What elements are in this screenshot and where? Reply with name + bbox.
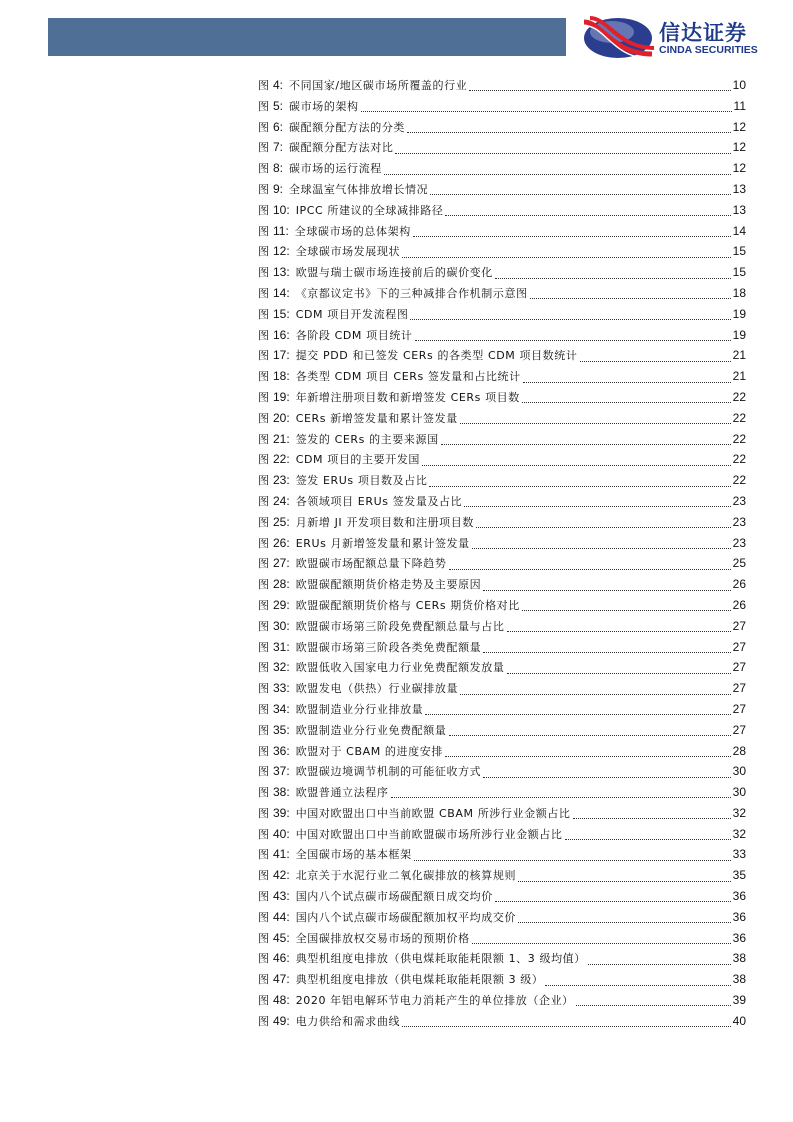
figure-list bbox=[258, 75, 746, 1032]
toc-figure-number: 37: bbox=[273, 764, 290, 779]
toc-figure-title: 2020 年铝电解环节电力消耗产生的单位排放（企业） bbox=[295, 994, 574, 1008]
toc-figure-number: 32: bbox=[273, 660, 290, 675]
toc-figure-title: 各类型 CDM 项目 CERs 签发量和占比统计 bbox=[295, 370, 521, 384]
toc-page-number: 32 bbox=[732, 826, 746, 841]
toc-figure-title: 国内八个试点碳市场碳配额加权平均成交价 bbox=[295, 910, 517, 924]
toc-prefix: 图 bbox=[258, 869, 269, 883]
dot-leader bbox=[415, 339, 731, 341]
toc-figure-title: IPCC 所建议的全球减排路径 bbox=[295, 203, 444, 217]
dot-leader bbox=[449, 734, 731, 736]
toc-figure-title: 欧盟碳配额期货价格与 CERs 期货价格对比 bbox=[295, 598, 520, 612]
dot-leader bbox=[402, 1025, 731, 1027]
toc-figure-number: 27: bbox=[273, 556, 290, 571]
toc-page-number: 27 bbox=[732, 639, 746, 654]
toc-page-number: 36 bbox=[732, 930, 746, 945]
toc-figure-title: 典型机组度电排放（供电煤耗取能耗限额 3 级） bbox=[295, 973, 544, 987]
toc-entry[interactable] bbox=[258, 595, 746, 616]
toc-entry[interactable] bbox=[258, 221, 746, 242]
toc-page-number: 30 bbox=[732, 785, 746, 800]
toc-prefix: 图 bbox=[258, 474, 269, 488]
toc-figure-title: 中国对欧盟出口中当前欧盟 CBAM 所涉行业金额占比 bbox=[295, 806, 571, 820]
toc-entry[interactable] bbox=[258, 824, 746, 845]
toc-page-number: 38 bbox=[732, 972, 746, 987]
dot-leader bbox=[476, 526, 731, 528]
toc-page-number: 18 bbox=[732, 285, 746, 300]
dot-leader bbox=[576, 1004, 731, 1006]
toc-figure-number: 10: bbox=[273, 202, 290, 217]
toc-entry[interactable] bbox=[258, 200, 746, 221]
toc-figure-number: 49: bbox=[273, 1013, 290, 1028]
toc-entry[interactable] bbox=[258, 96, 746, 117]
toc-page-number: 35 bbox=[732, 868, 746, 883]
toc-entry[interactable] bbox=[258, 907, 746, 928]
toc-page-number: 36 bbox=[732, 909, 746, 924]
toc-prefix: 图 bbox=[258, 806, 269, 820]
toc-page-number: 27 bbox=[732, 681, 746, 696]
toc-entry[interactable] bbox=[258, 304, 746, 325]
dot-leader bbox=[425, 713, 730, 715]
toc-figure-number: 16: bbox=[273, 327, 290, 342]
toc-figure-title: 典型机组度电排放（供电煤耗取能耗限额 1、3 级均值） bbox=[295, 952, 586, 966]
toc-figure-title: 《京都议定书》下的三种减排合作机制示意图 bbox=[295, 286, 528, 300]
toc-entry[interactable] bbox=[258, 408, 746, 429]
toc-figure-title: 欧盟低收入国家电力行业免费配额发放量 bbox=[295, 661, 505, 675]
toc-entry[interactable] bbox=[258, 241, 746, 262]
dot-leader bbox=[545, 984, 730, 986]
toc-page-number: 23 bbox=[732, 535, 746, 550]
dot-leader bbox=[472, 547, 731, 549]
toc-prefix: 图 bbox=[258, 515, 269, 529]
toc-figure-title: 欧盟制造业分行业排放量 bbox=[295, 702, 424, 716]
toc-figure-title: 欧盟与瑞士碳市场连接前后的碳价变化 bbox=[295, 266, 493, 280]
toc-prefix: 图 bbox=[258, 494, 269, 508]
toc-figure-title: 全球温室气体排放增长情况 bbox=[289, 182, 429, 196]
toc-prefix: 图 bbox=[258, 141, 269, 155]
toc-prefix: 图 bbox=[258, 432, 269, 446]
toc-entry[interactable] bbox=[258, 844, 746, 865]
toc-figure-number: 42: bbox=[273, 868, 290, 883]
toc-figure-number: 26: bbox=[273, 535, 290, 550]
toc-page-number: 38 bbox=[732, 951, 746, 966]
toc-entry[interactable] bbox=[258, 366, 746, 387]
logo-text-en: CINDA SECURITIES bbox=[659, 44, 758, 56]
toc-prefix: 图 bbox=[258, 827, 269, 841]
toc-entry[interactable] bbox=[258, 491, 746, 512]
toc-prefix: 图 bbox=[258, 120, 269, 134]
toc-prefix: 图 bbox=[258, 182, 269, 196]
dot-leader bbox=[384, 173, 731, 175]
dot-leader bbox=[445, 755, 731, 757]
toc-entry[interactable] bbox=[258, 429, 746, 450]
toc-page-number: 27 bbox=[732, 660, 746, 675]
toc-entry[interactable] bbox=[258, 782, 746, 803]
toc-figure-title: ERUs 月新增签发量和累计签发量 bbox=[295, 536, 470, 550]
toc-page-number: 19 bbox=[732, 327, 746, 342]
toc-figure-title: 欧盟对于 CBAM 的进度安排 bbox=[295, 744, 443, 758]
toc-prefix: 图 bbox=[258, 578, 269, 592]
toc-entry[interactable] bbox=[258, 553, 746, 574]
toc-entry[interactable] bbox=[258, 470, 746, 491]
toc-figure-title: 电力供给和需求曲线 bbox=[295, 1014, 401, 1028]
toc-figure-number: 8: bbox=[273, 161, 284, 176]
toc-figure-number: 48: bbox=[273, 993, 290, 1008]
toc-figure-number: 38: bbox=[273, 785, 290, 800]
dot-leader bbox=[430, 193, 730, 195]
toc-figure-title: 欧盟制造业分行业免费配额量 bbox=[295, 723, 447, 737]
toc-page-number: 23 bbox=[732, 493, 746, 508]
toc-page-number: 22 bbox=[732, 473, 746, 488]
toc-figure-title: 年新增注册项目数和新增签发 CERs 项目数 bbox=[295, 390, 520, 404]
toc-prefix: 图 bbox=[258, 786, 269, 800]
toc-figure-number: 29: bbox=[273, 597, 290, 612]
toc-page-number: 39 bbox=[732, 993, 746, 1008]
toc-entry[interactable] bbox=[258, 533, 746, 554]
toc-figure-title: 欧盟碳市场第三阶段免费配额总量与占比 bbox=[295, 619, 505, 633]
toc-figure-title: 欧盟碳市场第三阶段各类免费配额量 bbox=[295, 640, 482, 654]
toc-figure-title: 签发 ERUs 项目数及占比 bbox=[295, 474, 428, 488]
toc-page-number: 15 bbox=[732, 244, 746, 259]
toc-prefix: 图 bbox=[258, 994, 269, 1008]
toc-entry[interactable] bbox=[258, 657, 746, 678]
toc-figure-title: 全球碳市场发展现状 bbox=[295, 245, 401, 259]
toc-entry[interactable] bbox=[258, 928, 746, 949]
toc-figure-title: 月新增 JI 开发项目数和注册项目数 bbox=[295, 515, 474, 529]
toc-prefix: 图 bbox=[258, 162, 269, 176]
toc-figure-number: 17: bbox=[273, 348, 290, 363]
toc-page-number: 23 bbox=[732, 514, 746, 529]
toc-prefix: 图 bbox=[258, 723, 269, 737]
toc-page-number: 36 bbox=[732, 889, 746, 904]
toc-prefix: 图 bbox=[258, 370, 269, 384]
toc-figure-number: 24: bbox=[273, 493, 290, 508]
toc-prefix: 图 bbox=[258, 1014, 269, 1028]
toc-figure-number: 25: bbox=[273, 514, 290, 529]
dot-leader bbox=[449, 568, 731, 570]
toc-figure-number: 4: bbox=[273, 78, 284, 92]
dot-leader bbox=[573, 817, 731, 819]
toc-figure-number: 6: bbox=[273, 119, 284, 134]
toc-page-number: 22 bbox=[732, 431, 746, 446]
cinda-logo-icon bbox=[582, 16, 654, 60]
toc-prefix: 图 bbox=[258, 598, 269, 612]
dot-leader bbox=[483, 589, 730, 591]
toc-entry[interactable] bbox=[258, 137, 746, 158]
toc-entry[interactable] bbox=[258, 449, 746, 470]
dot-leader bbox=[495, 900, 731, 902]
cinda-logo bbox=[582, 16, 772, 60]
toc-figure-title: 各领域项目 ERUs 签发量及占比 bbox=[295, 494, 463, 508]
dot-leader bbox=[507, 630, 731, 632]
toc-page-number: 21 bbox=[732, 348, 746, 363]
toc-entry[interactable] bbox=[258, 387, 746, 408]
toc-figure-title: 欧盟发电（供热）行业碳排放量 bbox=[295, 682, 459, 696]
toc-prefix: 图 bbox=[258, 890, 269, 904]
toc-figure-number: 43: bbox=[273, 889, 290, 904]
toc-entry[interactable] bbox=[258, 512, 746, 533]
toc-page-number: 19 bbox=[732, 306, 746, 321]
toc-entry[interactable] bbox=[258, 325, 746, 346]
dot-leader bbox=[522, 401, 731, 403]
toc-prefix: 图 bbox=[258, 640, 269, 654]
toc-page-number: 14 bbox=[732, 223, 746, 238]
toc-figure-title: 欧盟碳边境调节机制的可能征收方式 bbox=[295, 765, 482, 779]
toc-prefix: 图 bbox=[258, 619, 269, 633]
toc-entry[interactable] bbox=[258, 803, 746, 824]
dot-leader bbox=[518, 921, 731, 923]
toc-figure-number: 7: bbox=[273, 140, 284, 155]
dot-leader bbox=[407, 131, 731, 133]
toc-figure-number: 21: bbox=[273, 431, 290, 446]
toc-page-number: 15 bbox=[732, 265, 746, 280]
toc-figure-number: 33: bbox=[273, 681, 290, 696]
dot-leader bbox=[413, 235, 731, 237]
toc-prefix: 图 bbox=[258, 328, 269, 342]
toc-page-number: 13 bbox=[732, 181, 746, 196]
toc-entry[interactable] bbox=[258, 969, 746, 990]
toc-page-number: 27 bbox=[732, 701, 746, 716]
toc-prefix: 图 bbox=[258, 702, 269, 716]
toc-figure-number: 11: bbox=[273, 223, 289, 238]
toc-figure-number: 14: bbox=[273, 285, 290, 300]
toc-figure-number: 20: bbox=[273, 410, 290, 425]
toc-figure-title: 全国碳排放权交易市场的预期价格 bbox=[295, 931, 470, 945]
dot-leader bbox=[483, 651, 730, 653]
toc-page-number: 12 bbox=[732, 140, 746, 155]
dot-leader bbox=[588, 963, 731, 965]
toc-prefix: 图 bbox=[258, 307, 269, 321]
toc-entry[interactable] bbox=[258, 283, 746, 304]
dot-leader bbox=[410, 318, 730, 320]
toc-prefix: 图 bbox=[258, 744, 269, 758]
toc-figure-title: 各阶段 CDM 项目统计 bbox=[295, 328, 413, 342]
toc-entry[interactable] bbox=[258, 75, 746, 96]
dot-leader bbox=[483, 776, 730, 778]
toc-figure-title: 碳市场的架构 bbox=[289, 99, 359, 113]
toc-figure-number: 36: bbox=[273, 743, 290, 758]
toc-page-number: 33 bbox=[732, 847, 746, 862]
toc-prefix: 图 bbox=[258, 973, 269, 987]
dot-leader bbox=[495, 277, 731, 279]
toc-figure-title: CERs 新增签发量和累计签发量 bbox=[295, 411, 458, 425]
toc-prefix: 图 bbox=[258, 661, 269, 675]
dot-leader bbox=[523, 381, 731, 383]
toc-page-number: 27 bbox=[732, 618, 746, 633]
dot-leader bbox=[414, 859, 731, 861]
toc-entry[interactable] bbox=[258, 345, 746, 366]
dot-leader bbox=[445, 214, 730, 216]
toc-page-number: 22 bbox=[732, 410, 746, 425]
toc-prefix: 图 bbox=[258, 848, 269, 862]
toc-page-number: 13 bbox=[732, 202, 746, 217]
toc-page-number: 32 bbox=[732, 805, 746, 820]
toc-page-number: 40 bbox=[732, 1013, 746, 1028]
toc-page-number: 26 bbox=[732, 597, 746, 612]
dot-leader bbox=[522, 609, 731, 611]
dot-leader bbox=[565, 838, 731, 840]
toc-prefix: 图 bbox=[258, 99, 269, 113]
toc-entry[interactable] bbox=[258, 117, 746, 138]
toc-entry[interactable] bbox=[258, 637, 746, 658]
toc-figure-number: 13: bbox=[273, 265, 290, 280]
toc-prefix: 图 bbox=[258, 931, 269, 945]
toc-page-number: 28 bbox=[732, 743, 746, 758]
toc-figure-number: 47: bbox=[273, 972, 290, 987]
toc-entry[interactable] bbox=[258, 158, 746, 179]
toc-page-number: 25 bbox=[732, 556, 746, 571]
toc-figure-title: 国内八个试点碳市场碳配额日成交均价 bbox=[295, 890, 493, 904]
toc-figure-number: 18: bbox=[273, 369, 290, 384]
toc-page-number: 30 bbox=[732, 764, 746, 779]
dot-leader bbox=[472, 942, 731, 944]
toc-figure-title: 全国碳市场的基本框架 bbox=[295, 848, 412, 862]
toc-figure-number: 30: bbox=[273, 618, 290, 633]
dot-leader bbox=[391, 796, 731, 798]
toc-figure-title: CDM 项目开发流程图 bbox=[295, 307, 409, 321]
toc-figure-number: 5: bbox=[273, 98, 284, 113]
toc-prefix: 图 bbox=[258, 349, 269, 363]
dot-leader bbox=[395, 152, 730, 154]
toc-figure-title: 碳配额分配方法的分类 bbox=[289, 120, 406, 134]
dot-leader bbox=[361, 110, 732, 112]
dot-leader bbox=[530, 297, 731, 299]
toc-page-number: 21 bbox=[732, 369, 746, 384]
toc-page-number: 22 bbox=[732, 389, 746, 404]
toc-page-number: 27 bbox=[732, 722, 746, 737]
logo-text-cn: 信达证券 bbox=[659, 21, 747, 45]
toc-entry[interactable] bbox=[258, 865, 746, 886]
toc-figure-number: 23: bbox=[273, 473, 290, 488]
toc-entry[interactable] bbox=[258, 990, 746, 1011]
toc-figure-number: 31: bbox=[273, 639, 290, 654]
dot-leader bbox=[518, 880, 731, 882]
toc-page-number: 12 bbox=[732, 161, 746, 176]
toc-figure-title: CDM 项目的主要开发国 bbox=[295, 453, 421, 467]
dot-leader bbox=[469, 89, 730, 91]
toc-figure-title: 北京关于水泥行业二氧化碳排放的核算规则 bbox=[295, 869, 517, 883]
toc-figure-title: 不同国家/地区碳市场所覆盖的行业 bbox=[289, 79, 468, 92]
toc-figure-number: 46: bbox=[273, 951, 290, 966]
toc-prefix: 图 bbox=[258, 245, 269, 259]
toc-entry[interactable] bbox=[258, 678, 746, 699]
toc-figure-title: 中国对欧盟出口中当前欧盟碳市场所涉行业金额占比 bbox=[295, 827, 563, 841]
toc-figure-title: 碳配额分配方法对比 bbox=[289, 141, 394, 155]
toc-entry[interactable] bbox=[258, 720, 746, 741]
toc-page-number: 11 bbox=[733, 98, 746, 113]
toc-page-number: 22 bbox=[732, 452, 746, 467]
toc-figure-number: 12: bbox=[273, 244, 290, 259]
toc-entry[interactable] bbox=[258, 886, 746, 907]
toc-prefix: 图 bbox=[258, 79, 269, 92]
dot-leader bbox=[460, 422, 731, 424]
dot-leader bbox=[402, 256, 731, 258]
toc-figure-number: 19: bbox=[273, 389, 290, 404]
toc-figure-number: 44: bbox=[273, 909, 290, 924]
toc-prefix: 图 bbox=[258, 266, 269, 280]
dot-leader bbox=[429, 485, 730, 487]
toc-figure-title: 欧盟碳配额期货价格走势及主要原因 bbox=[295, 578, 482, 592]
toc-figure-title: 提交 PDD 和已签发 CERs 的各类型 CDM 项目数统计 bbox=[295, 349, 578, 363]
toc-entry[interactable] bbox=[258, 699, 746, 720]
toc-page-number: 10 bbox=[732, 78, 746, 92]
dot-leader bbox=[464, 505, 730, 507]
toc-entry[interactable] bbox=[258, 948, 746, 969]
toc-figure-number: 28: bbox=[273, 577, 290, 592]
toc-figure-title: 欧盟普通立法程序 bbox=[295, 786, 389, 800]
toc-figure-number: 9: bbox=[273, 181, 284, 196]
toc-figure-title: 碳市场的运行流程 bbox=[289, 162, 382, 176]
toc-figure-number: 41: bbox=[273, 847, 290, 862]
toc-prefix: 图 bbox=[258, 203, 269, 217]
toc-figure-number: 22: bbox=[273, 452, 290, 467]
toc-prefix: 图 bbox=[258, 286, 269, 300]
toc-figure-title: 签发的 CERs 的主要来源国 bbox=[295, 432, 439, 446]
toc-entry[interactable] bbox=[258, 179, 746, 200]
toc-page-number: 26 bbox=[732, 577, 746, 592]
toc-figure-number: 45: bbox=[273, 930, 290, 945]
toc-entry[interactable] bbox=[258, 1011, 746, 1032]
toc-entry[interactable] bbox=[258, 262, 746, 283]
toc-figure-number: 40: bbox=[273, 826, 290, 841]
toc-prefix: 图 bbox=[258, 765, 269, 779]
toc-prefix: 图 bbox=[258, 952, 269, 966]
toc-entry[interactable] bbox=[258, 574, 746, 595]
toc-entry[interactable] bbox=[258, 741, 746, 762]
dot-leader bbox=[441, 443, 731, 445]
header-bar bbox=[48, 18, 566, 56]
toc-prefix: 图 bbox=[258, 411, 269, 425]
toc-figure-title: 欧盟碳市场配额总量下降趋势 bbox=[295, 557, 447, 571]
toc-entry[interactable] bbox=[258, 616, 746, 637]
toc-entry[interactable] bbox=[258, 761, 746, 782]
dot-leader bbox=[580, 360, 731, 362]
toc-figure-number: 15: bbox=[273, 306, 290, 321]
dot-leader bbox=[507, 672, 731, 674]
toc-prefix: 图 bbox=[258, 682, 269, 696]
toc-prefix: 图 bbox=[258, 910, 269, 924]
toc-figure-number: 35: bbox=[273, 722, 290, 737]
toc-figure-number: 39: bbox=[273, 805, 290, 820]
toc-figure-title: 全球碳市场的总体架构 bbox=[294, 224, 411, 238]
toc-prefix: 图 bbox=[258, 390, 269, 404]
dot-leader bbox=[460, 693, 731, 695]
toc-figure-number: 34: bbox=[273, 701, 290, 716]
toc-prefix: 图 bbox=[258, 536, 269, 550]
toc-prefix: 图 bbox=[258, 224, 269, 238]
toc-prefix: 图 bbox=[258, 453, 269, 467]
dot-leader bbox=[422, 464, 731, 466]
toc-prefix: 图 bbox=[258, 557, 269, 571]
toc-page-number: 12 bbox=[732, 119, 746, 134]
